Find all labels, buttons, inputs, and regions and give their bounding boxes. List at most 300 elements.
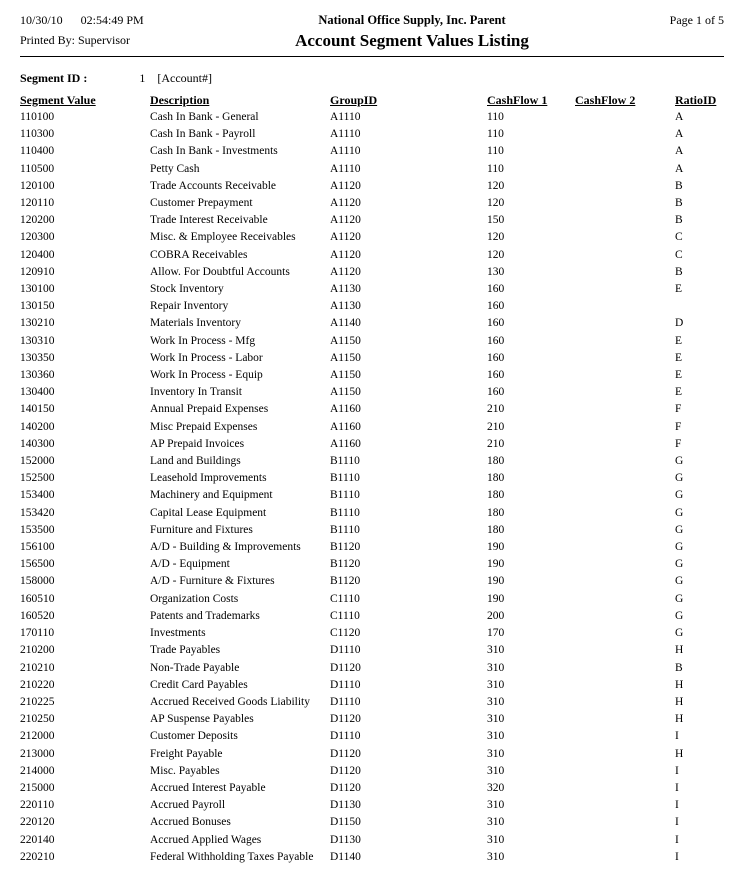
description-cell: Patents and Trademarks: [150, 609, 260, 622]
group-id-cell: A1120: [330, 179, 361, 192]
ratio-id-cell: G: [675, 575, 684, 588]
cashflow2-cell: [575, 470, 675, 487]
segment-value-cell: 140200: [20, 420, 55, 433]
group-id-cell: A1150: [330, 369, 361, 382]
segment-values-table: [20, 92, 724, 866]
group-id-cell: A1120: [330, 214, 361, 227]
segment-id-label: Segment ID :: [20, 71, 88, 85]
ratio-id-cell: G: [675, 627, 684, 640]
ratio-id-cell: F: [675, 403, 682, 416]
cashflow1-cell: 190: [487, 541, 505, 554]
table-row: [20, 333, 724, 350]
description-cell: AP Suspense Payables: [150, 713, 254, 726]
ratio-id-cell: A: [675, 145, 684, 158]
cashflow2-cell: [575, 728, 675, 745]
description-cell: Customer Prepayment: [150, 197, 253, 210]
segment-value-cell: 120110: [20, 197, 55, 210]
ratio-id-cell: A: [675, 111, 684, 123]
table-row: [20, 660, 724, 677]
table-row: [20, 539, 724, 556]
table-row: [20, 505, 724, 522]
cashflow2-cell: [575, 487, 675, 504]
group-id-cell: C1110: [330, 592, 360, 605]
company-name: National Office Supply, Inc. Parent: [318, 13, 506, 27]
segment-value-cell: 220120: [20, 816, 55, 829]
description-cell: Allow. For Doubtful Accounts: [150, 265, 290, 278]
description-cell: Repair Inventory: [150, 300, 229, 313]
table-body: [20, 109, 724, 866]
cashflow2-cell: [575, 746, 675, 763]
column-header-segment-value: Segment Value: [20, 93, 96, 107]
segment-name: [Account#]: [157, 71, 212, 85]
cashflow1-cell: 310: [487, 695, 505, 708]
cashflow2-cell: [575, 522, 675, 539]
ratio-id-cell: H: [675, 747, 684, 760]
description-cell: A/D - Equipment: [150, 558, 230, 571]
cashflow1-cell: 120: [487, 231, 505, 244]
segment-value-cell: 130310: [20, 334, 55, 347]
segment-value-cell: 210250: [20, 713, 55, 726]
segment-value-cell: 210200: [20, 644, 55, 657]
segment-value-cell: 130150: [20, 300, 55, 313]
segment-value-cell: 110500: [20, 162, 55, 175]
table-row: [20, 849, 724, 866]
cashflow2-cell: [575, 247, 675, 264]
description-cell: Furniture and Fixtures: [150, 523, 253, 536]
segment-value-cell: 110100: [20, 111, 55, 123]
table-row: [20, 694, 724, 711]
cashflow1-cell: 310: [487, 850, 505, 863]
cashflow1-cell: 310: [487, 678, 505, 691]
cashflow1-cell: 110: [487, 162, 504, 175]
table-row: [20, 814, 724, 831]
ratio-id-cell: H: [675, 713, 684, 726]
cashflow2-cell: [575, 333, 675, 350]
column-header-cashflow2: CashFlow 2: [575, 93, 636, 107]
column-header-description: Description: [150, 93, 210, 107]
description-cell: Investments: [150, 627, 206, 640]
cashflow1-cell: 130: [487, 265, 505, 278]
ratio-id-cell: E: [675, 351, 683, 364]
group-id-cell: A1140: [330, 317, 361, 330]
segment-value-cell: 120400: [20, 248, 55, 261]
report-date: 10/30/10: [20, 13, 63, 27]
description-cell: Land and Buildings: [150, 455, 241, 468]
description-cell: Petty Cash: [150, 162, 200, 175]
description-cell: A/D - Building & Improvements: [150, 541, 301, 554]
description-cell: Materials Inventory: [150, 317, 242, 330]
cashflow2-cell: [575, 677, 675, 694]
ratio-id-cell: I: [675, 799, 679, 812]
group-id-cell: D1120: [330, 764, 361, 777]
cashflow1-cell: 110: [487, 111, 504, 123]
segment-value-cell: 140300: [20, 437, 55, 450]
description-cell: Misc. & Employee Receivables: [150, 231, 296, 244]
cashflow1-cell: 160: [487, 283, 505, 296]
cashflow1-cell: 180: [487, 455, 505, 468]
ratio-id-cell: I: [675, 833, 679, 846]
group-id-cell: B1110: [330, 523, 360, 536]
group-id-cell: A1150: [330, 351, 361, 364]
cashflow1-cell: 120: [487, 197, 505, 210]
segment-value-cell: 160510: [20, 592, 55, 605]
ratio-id-cell: G: [675, 506, 684, 519]
description-cell: Customer Deposits: [150, 730, 238, 743]
cashflow1-cell: 170: [487, 627, 505, 640]
cashflow2-cell: [575, 212, 675, 229]
group-id-cell: B1120: [330, 558, 361, 571]
group-id-cell: C1120: [330, 627, 361, 640]
header-divider: [20, 56, 724, 57]
group-id-cell: A1110: [330, 111, 361, 123]
description-cell: Trade Accounts Receivable: [150, 179, 277, 192]
cashflow2-cell: [575, 143, 675, 160]
segment-value-cell: 152500: [20, 472, 55, 485]
description-cell: COBRA Receivables: [150, 248, 248, 261]
group-id-cell: D1110: [330, 644, 361, 657]
table-row: [20, 109, 724, 126]
table-row: [20, 728, 724, 745]
segment-value-cell: 130210: [20, 317, 55, 330]
table-row: [20, 625, 724, 642]
table-row: [20, 350, 724, 367]
cashflow2-cell: [575, 126, 675, 143]
cashflow1-cell: 210: [487, 403, 505, 416]
cashflow1-cell: 310: [487, 730, 505, 743]
cashflow2-cell: [575, 573, 675, 590]
description-cell: Accrued Payroll: [150, 799, 226, 812]
cashflow2-cell: [575, 367, 675, 384]
cashflow1-cell: 180: [487, 489, 505, 502]
table-row: [20, 264, 724, 281]
segment-value-cell: 130400: [20, 386, 55, 399]
group-id-cell: D1130: [330, 799, 361, 812]
segment-value-cell: 152000: [20, 455, 55, 468]
description-cell: Accrued Interest Payable: [150, 781, 266, 794]
cashflow1-cell: 210: [487, 437, 505, 450]
ratio-id-cell: I: [675, 764, 679, 777]
segment-value-cell: 120200: [20, 214, 55, 227]
table-row: [20, 556, 724, 573]
column-header-ratio-id: RatioID: [675, 93, 717, 107]
cashflow1-cell: 310: [487, 833, 505, 846]
description-cell: Machinery and Equipment: [150, 489, 273, 502]
description-cell: Stock Inventory: [150, 283, 224, 296]
segment-value-cell: 213000: [20, 747, 55, 760]
table-row: [20, 591, 724, 608]
cashflow2-cell: [575, 401, 675, 418]
table-row: [20, 436, 724, 453]
cashflow2-cell: [575, 419, 675, 436]
group-id-cell: C1110: [330, 609, 360, 622]
group-id-cell: D1120: [330, 713, 361, 726]
table-row: [20, 780, 724, 797]
ratio-id-cell: G: [675, 592, 684, 605]
table-row: [20, 573, 724, 590]
group-id-cell: B1110: [330, 489, 360, 502]
cashflow2-cell: [575, 384, 675, 401]
ratio-id-cell: F: [675, 437, 682, 450]
ratio-id-cell: H: [675, 644, 684, 657]
column-header-group-id: GroupID: [330, 93, 378, 107]
group-id-cell: D1110: [330, 695, 361, 708]
cashflow1-cell: 310: [487, 764, 505, 777]
segment-value-cell: 160520: [20, 609, 55, 622]
group-id-cell: B1110: [330, 506, 360, 519]
table-row: [20, 178, 724, 195]
cashflow1-cell: 210: [487, 420, 505, 433]
segment-value-cell: 215000: [20, 781, 55, 794]
cashflow2-cell: [575, 780, 675, 797]
header-center: [220, 13, 604, 51]
ratio-id-cell: [675, 298, 724, 315]
printed-by: Printed By: Supervisor: [20, 33, 130, 47]
ratio-id-cell: I: [675, 730, 679, 743]
description-cell: Accrued Bonuses: [150, 816, 231, 829]
cashflow2-cell: [575, 161, 675, 178]
header-left: [20, 13, 220, 48]
cashflow2-cell: [575, 642, 675, 659]
description-cell: Work In Process - Labor: [150, 351, 263, 364]
group-id-cell: A1160: [330, 437, 361, 450]
table-row: [20, 642, 724, 659]
group-id-cell: A1110: [330, 128, 361, 141]
description-cell: Freight Payable: [150, 747, 223, 760]
ratio-id-cell: G: [675, 472, 684, 485]
description-cell: Misc Prepaid Expenses: [150, 420, 258, 433]
segment-value-cell: 158000: [20, 575, 55, 588]
cashflow2-cell: [575, 694, 675, 711]
ratio-id-cell: C: [675, 248, 683, 261]
group-id-cell: B1110: [330, 455, 360, 468]
ratio-id-cell: G: [675, 455, 684, 468]
report-time: 02:54:49 PM: [80, 13, 144, 27]
segment-value-cell: 156500: [20, 558, 55, 571]
segment-value-cell: 130360: [20, 369, 55, 382]
cashflow1-cell: 180: [487, 523, 505, 536]
ratio-id-cell: B: [675, 214, 683, 227]
cashflow2-cell: [575, 178, 675, 195]
ratio-id-cell: I: [675, 850, 679, 863]
group-id-cell: A1120: [330, 265, 361, 278]
group-id-cell: A1120: [330, 248, 361, 261]
segment-value-cell: 210220: [20, 678, 55, 691]
cashflow2-cell: [575, 763, 675, 780]
cashflow2-cell: [575, 229, 675, 246]
ratio-id-cell: H: [675, 678, 684, 691]
cashflow1-cell: 310: [487, 644, 505, 657]
cashflow1-cell: 310: [487, 816, 505, 829]
segment-value-cell: 120910: [20, 265, 55, 278]
description-cell: Federal Withholding Taxes Payable: [150, 850, 314, 863]
report-title: Account Segment Values Listing: [295, 31, 529, 50]
table-row: [20, 315, 724, 332]
ratio-id-cell: G: [675, 558, 684, 571]
segment-value-cell: 130350: [20, 351, 55, 364]
ratio-id-cell: G: [675, 489, 684, 502]
ratio-id-cell: D: [675, 317, 684, 330]
group-id-cell: A1160: [330, 420, 361, 433]
cashflow2-cell: [575, 797, 675, 814]
ratio-id-cell: B: [675, 179, 683, 192]
ratio-id-cell: E: [675, 386, 683, 399]
report-header: [20, 13, 724, 51]
description-cell: Work In Process - Equip: [150, 369, 263, 382]
group-id-cell: D1120: [330, 747, 361, 760]
page-number: Page 1 of 5: [669, 13, 724, 27]
segment-value-cell: 120300: [20, 231, 55, 244]
group-id-cell: A1120: [330, 231, 361, 244]
description-cell: Annual Prepaid Expenses: [150, 403, 269, 416]
segment-value-cell: 153400: [20, 489, 55, 502]
cashflow1-cell: 190: [487, 575, 505, 588]
segment-value-cell: 220140: [20, 833, 55, 846]
table-row: [20, 195, 724, 212]
group-id-cell: D1150: [330, 816, 361, 829]
cashflow2-cell: [575, 453, 675, 470]
table-row: [20, 229, 724, 246]
cashflow1-cell: 320: [487, 781, 505, 794]
cashflow2-cell: [575, 849, 675, 866]
description-cell: Inventory In Transit: [150, 386, 242, 399]
cashflow1-cell: 310: [487, 799, 505, 812]
group-id-cell: B1110: [330, 472, 360, 485]
group-id-cell: A1150: [330, 386, 361, 399]
segment-value-cell: 210210: [20, 661, 55, 674]
group-id-cell: B1120: [330, 575, 361, 588]
segment-value-cell: 220210: [20, 850, 55, 863]
cashflow2-cell: [575, 556, 675, 573]
cashflow2-cell: [575, 350, 675, 367]
ratio-id-cell: E: [675, 334, 683, 347]
table-row: [20, 608, 724, 625]
table-row: [20, 746, 724, 763]
description-cell: Leasehold Improvements: [150, 472, 267, 485]
table-row: [20, 143, 724, 160]
segment-value-cell: 153420: [20, 506, 55, 519]
group-id-cell: D1120: [330, 661, 361, 674]
table-row: [20, 797, 724, 814]
cashflow1-cell: 190: [487, 558, 505, 571]
ratio-id-cell: F: [675, 420, 682, 433]
cashflow2-cell: [575, 625, 675, 642]
ratio-id-cell: G: [675, 609, 684, 622]
segment-value-cell: 210225: [20, 695, 55, 708]
description-cell: Capital Lease Equipment: [150, 506, 267, 519]
cashflow2-cell: [575, 660, 675, 677]
table-row: [20, 832, 724, 849]
table-row: [20, 247, 724, 264]
cashflow1-cell: 160: [487, 386, 505, 399]
group-id-cell: A1120: [330, 197, 361, 210]
cashflow1-cell: 160: [487, 300, 505, 313]
cashflow2-cell: [575, 264, 675, 281]
segment-value-cell: 156100: [20, 541, 55, 554]
cashflow1-cell: 110: [487, 145, 504, 158]
cashflow1-cell: 190: [487, 592, 505, 605]
segment-value-cell: 170110: [20, 627, 55, 640]
cashflow2-cell: [575, 298, 675, 315]
cashflow2-cell: [575, 195, 675, 212]
cashflow2-cell: [575, 608, 675, 625]
ratio-id-cell: A: [675, 128, 684, 141]
cashflow1-cell: 110: [487, 128, 504, 141]
ratio-id-cell: A: [675, 162, 684, 175]
ratio-id-cell: C: [675, 231, 683, 244]
description-cell: AP Prepaid Invoices: [150, 437, 245, 450]
cashflow1-cell: 180: [487, 472, 505, 485]
cashflow1-cell: 310: [487, 747, 505, 760]
cashflow1-cell: 310: [487, 713, 505, 726]
ratio-id-cell: G: [675, 523, 684, 536]
cashflow2-cell: [575, 814, 675, 831]
cashflow2-cell: [575, 281, 675, 298]
description-cell: Trade Interest Receivable: [150, 214, 268, 227]
segment-id-line: [20, 71, 724, 86]
table-row: [20, 401, 724, 418]
segment-value-cell: 153500: [20, 523, 55, 536]
ratio-id-cell: B: [675, 661, 683, 674]
ratio-id-cell: I: [675, 781, 679, 794]
cashflow1-cell: 120: [487, 179, 505, 192]
description-cell: Accrued Applied Wages: [150, 833, 262, 846]
description-cell: Accrued Received Goods Liability: [150, 695, 310, 708]
segment-value-cell: 120100: [20, 179, 55, 192]
group-id-cell: A1150: [330, 334, 361, 347]
cashflow1-cell: 120: [487, 248, 505, 261]
group-id-cell: A1110: [330, 162, 361, 175]
cashflow2-cell: [575, 832, 675, 849]
description-cell: Credit Card Payables: [150, 678, 248, 691]
segment-value-cell: 130100: [20, 283, 55, 296]
group-id-cell: D1110: [330, 678, 361, 691]
table-row: [20, 677, 724, 694]
cashflow2-cell: [575, 591, 675, 608]
table-row: [20, 453, 724, 470]
group-id-cell: A1130: [330, 300, 361, 313]
cashflow1-cell: 160: [487, 317, 505, 330]
group-id-cell: D1110: [330, 730, 361, 743]
cashflow1-cell: 180: [487, 506, 505, 519]
table-header-row: [20, 92, 724, 109]
cashflow1-cell: 160: [487, 334, 505, 347]
description-cell: A/D - Furniture & Fixtures: [150, 575, 275, 588]
ratio-id-cell: H: [675, 695, 684, 708]
description-cell: Work In Process - Mfg: [150, 334, 256, 347]
ratio-id-cell: E: [675, 283, 683, 296]
description-cell: Cash In Bank - Investments: [150, 145, 278, 158]
table-row: [20, 419, 724, 436]
ratio-id-cell: E: [675, 369, 683, 382]
table-row: [20, 212, 724, 229]
table-row: [20, 281, 724, 298]
table-row: [20, 161, 724, 178]
group-id-cell: D1130: [330, 833, 361, 846]
column-header-cashflow1: CashFlow 1: [487, 93, 548, 107]
segment-value-cell: 110400: [20, 145, 55, 158]
cashflow1-cell: 150: [487, 214, 505, 227]
group-id-cell: A1130: [330, 283, 361, 296]
table-row: [20, 763, 724, 780]
ratio-id-cell: B: [675, 197, 683, 210]
cashflow2-cell: [575, 315, 675, 332]
segment-id-value: 1: [139, 71, 146, 85]
segment-value-cell: 140150: [20, 403, 55, 416]
segment-value-cell: 220110: [20, 799, 55, 812]
description-cell: Cash In Bank - General: [150, 111, 259, 123]
cashflow2-cell: [575, 505, 675, 522]
group-id-cell: D1140: [330, 850, 361, 863]
